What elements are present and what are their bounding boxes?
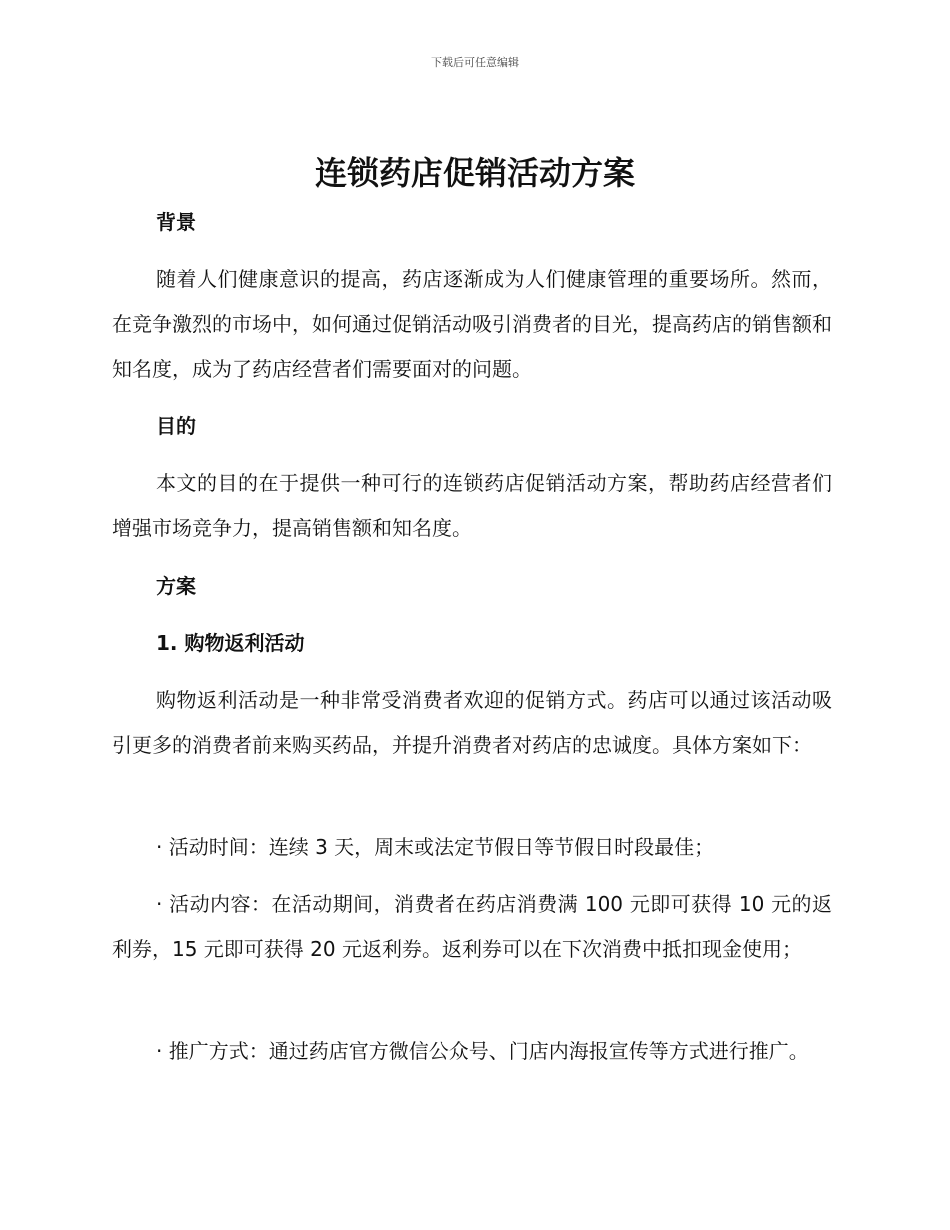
section-heading-plan: 方案 <box>156 574 196 598</box>
section-heading-purpose: 目的 <box>156 414 196 438</box>
bullet-activity-time: · 活动时间：连续 3 天，周末或法定节假日等节假日时段最佳； <box>156 835 715 859</box>
background-paragraph: 随着人们健康意识的提高，药店逐渐成为人们健康管理的重要场所。然而，在竞争激烈的市场中，如何通过促销活动吸引消费者的目光，提高药店的销售额和知名度，成为了药店经营者们需要面对的问题。 <box>112 267 832 381</box>
bullet-activity-content: · 活动内容：在活动期间，消费者在药店消费满 100 元即可获得 10 元的返利券，15 元即可获得 20 元返利券。返利券可以在下次消费中抵扣现金使用； <box>112 892 832 961</box>
bullet-promotion-method: · 推广方式：通过药店官方微信公众号、门店内海报宣传等方式进行推广。 <box>156 1039 809 1063</box>
shopping-rebate-intro-paragraph: 购物返利活动是一种非常受消费者欢迎的促销方式。药店可以通过该活动吸引更多的消费者前来购买药品，并提升消费者对药店的忠诚度。具体方案如下： <box>112 688 832 757</box>
document-title: 连锁药店促销活动方案 <box>314 154 635 192</box>
section-heading-background: 背景 <box>156 210 196 234</box>
page-header-note: 下载后可任意编辑 <box>431 56 519 69</box>
subsection-heading-shopping-rebate: 1. 购物返利活动 <box>156 631 305 655</box>
purpose-paragraph: 本文的目的在于提供一种可行的连锁药店促销活动方案，帮助药店经营者们增强市场竞争力，提高销售额和知名度。 <box>112 471 832 540</box>
